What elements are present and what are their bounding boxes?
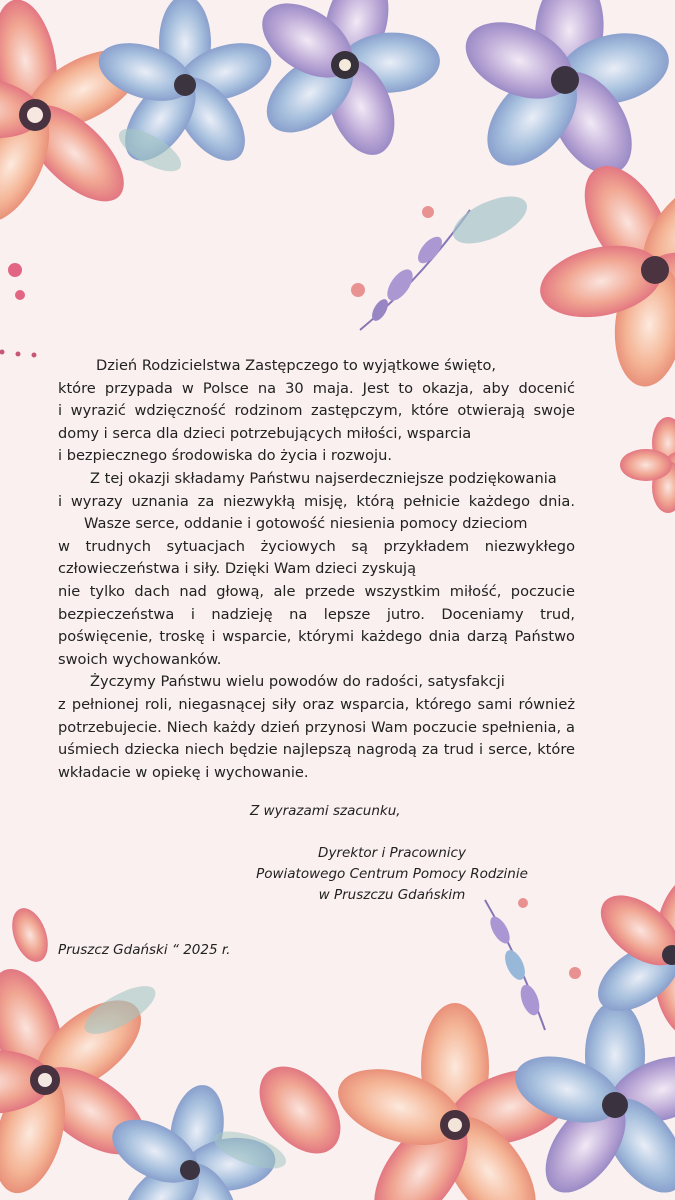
letter-paragraph: z pełnionej roli, niegasnącej siły oraz wsparcia, którego sami również potrzebujecie. Niech każdy dzień przynosi Wam poczucie spełnienia, a uśmiech dziecka niech będzie najlepszą nagrodą za trud i serce, które wkładacie w opiekę i wychowanie. [58,695,575,781]
letter-line: Wasze serce, oddanie i gotowość niesienia pomocy dzieciom [84,515,528,533]
letter-line: w trudnych sytuacjach życiowych są przykładem niezwykłego [58,537,575,555]
letter-paragraph: nie tylko dach nad głową, ale przede wszystkim miłość, poczucie bezpieczeństwa i nadzieję na lepsze jutro. Doceniamy trud, poświęcenie, troskę i wsparcie, którymi każdego dnia darzą Państwo swoich wychowanków. [58,582,575,668]
place-date: Pruszcz Gdański “ 2025 r. [58,942,231,958]
letter-line: domy i serca dla dzieci potrzebujących miłości, wsparcia [58,424,472,442]
closing-phrase: Z wyrazami szacunku, [250,803,401,819]
signature-line: Dyrektor i Pracownicy [318,845,466,861]
letter-line: i wyrazić wdzięczność rodzinom zastępczym, które otwierają swoje [58,402,575,420]
signature-line: Powiatowego Centrum Pomocy Rodzinie [256,866,528,882]
signature-block [232,843,552,906]
signature-line: w Pruszczu Gdańskim [318,887,466,903]
letter-line: Z tej okazji składamy Państwu najserdeczniejsze podziękowania [90,469,557,487]
letter-line: Życzymy Państwu wielu powodów do radości, satysfakcji [90,673,505,691]
letter-line: które przypada w Polsce na 30 maja. Jest to okazja, aby docenić [58,379,575,397]
letter-line: Dzień Rodzicielstwa Zastępczego to wyjątkowe święto, [96,357,497,374]
letter-line: i bezpiecznego środowiska do życia i rozwoju. [58,447,392,465]
letter-line: i wyrazy uznania za niezwykłą misję, którą pełnicie każdego dnia. [58,492,575,510]
letter-line: człowieczeństwa i siły. Dzięki Wam dzieci zyskują [58,560,417,578]
letter-body [58,355,575,784]
